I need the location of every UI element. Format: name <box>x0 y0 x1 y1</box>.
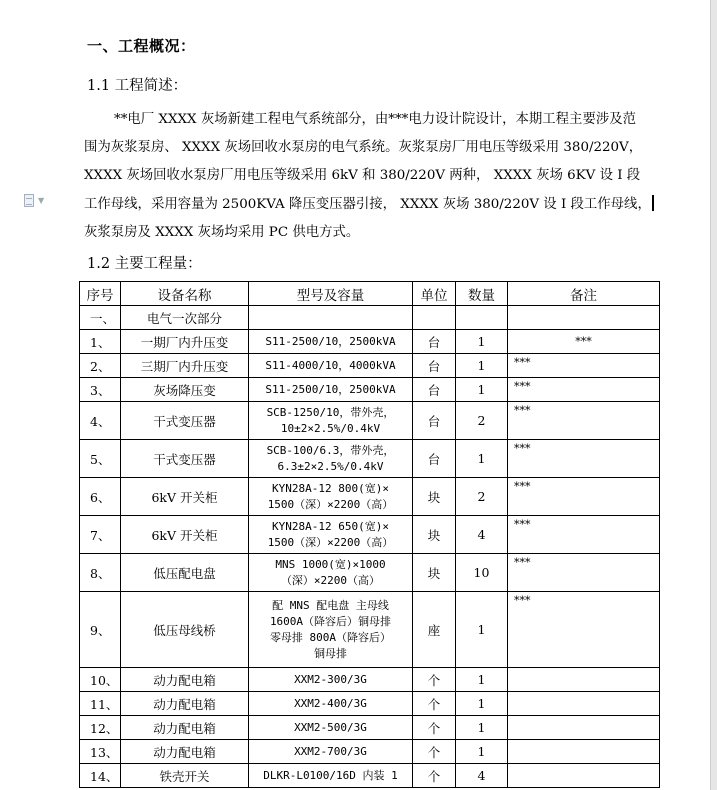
quantities-table <box>79 281 660 788</box>
cell-seq: 7、 <box>80 516 121 554</box>
table-row <box>80 554 660 592</box>
cell-model <box>249 554 413 592</box>
cell-name: 低压配电盘 <box>121 554 249 592</box>
cell-model-line: 配 MNS 配电盘 主母线 <box>272 598 389 612</box>
cell-model: DLKR-L0100/16D 内装 1 <box>249 764 413 788</box>
cell-note <box>508 668 660 692</box>
cell-seq: 10、 <box>80 668 121 692</box>
cell-note: *** <box>508 554 660 592</box>
paragraph-line-text: 工作母线，采用容量为 2500KVA 降压变压器引接， XXXX 灰场 380/220V 设 I 段工作母线， <box>84 196 651 212</box>
paragraph-line: XXXX 灰场回收水泵房厂用电压等级采用 6kV 和 380/220V 两种， XXXX 灰场 6KV 设 I 段 <box>84 168 641 184</box>
cell-note: *** <box>508 440 660 478</box>
header-seq: 序号 <box>80 282 121 306</box>
cell-model-line: （深）×2200（高） <box>280 573 381 587</box>
cell-model: S11-2500/10，2500kVA <box>249 378 413 402</box>
cell-name: 干式变压器 <box>121 440 249 478</box>
table-row <box>80 402 660 440</box>
cell-note <box>508 740 660 764</box>
table-row <box>80 478 660 516</box>
cell-model: XXM2-400/3G <box>249 692 413 716</box>
cell-unit: 台 <box>413 440 456 478</box>
cell-qty: 1 <box>456 740 508 764</box>
cell-seq: 2、 <box>80 354 121 378</box>
cell-name: 一期厂内升压变 <box>121 330 249 354</box>
cell-qty: 1 <box>456 668 508 692</box>
cell-unit: 块 <box>413 554 456 592</box>
cell-name: 动力配电箱 <box>121 692 249 716</box>
cell-model-line: 10±2×2.5%/0.4kV <box>280 421 381 435</box>
cell-name: 动力配电箱 <box>121 668 249 692</box>
cell-qty: 1 <box>456 592 508 668</box>
cell-model-line: 6.3±2×2.5%/0.4kV <box>277 459 384 473</box>
chevron-down-icon: ▼ <box>38 195 45 205</box>
header-name: 设备名称 <box>121 282 249 306</box>
cell-seq: 4、 <box>80 402 121 440</box>
paragraph-line: **电厂 XXXX 灰场新建工程电气系统部分，由***电力设计院设计，本期工程主要涉及范 <box>114 112 637 127</box>
cell-unit <box>413 306 456 330</box>
cell-name: 动力配电箱 <box>121 740 249 764</box>
cell-unit: 台 <box>413 354 456 378</box>
cell-model: XXM2-300/3G <box>249 668 413 692</box>
cell-unit: 块 <box>413 478 456 516</box>
cell-note <box>508 716 660 740</box>
cell-model <box>249 402 413 440</box>
page-edge <box>710 0 717 790</box>
table-row <box>80 764 660 788</box>
header-note: 备注 <box>508 282 660 306</box>
cell-model <box>249 478 413 516</box>
cell-note: *** <box>508 516 660 554</box>
heading-overview: 一、工程概况： <box>87 37 196 55</box>
cell-model <box>249 440 413 478</box>
cell-seq: 1、 <box>80 330 121 354</box>
project-description-paragraph <box>84 106 666 247</box>
cell-model-line: 1500（深）×2200（高） <box>267 497 394 511</box>
heading-project-description: 1.1 工程简述： <box>87 78 188 94</box>
table-row <box>80 354 660 378</box>
cell-name: 干式变压器 <box>121 402 249 440</box>
cell-name: 6kV 开关柜 <box>121 478 249 516</box>
cell-unit: 个 <box>413 692 456 716</box>
cell-unit: 个 <box>413 764 456 788</box>
cell-unit: 个 <box>413 716 456 740</box>
cell-seq: 3、 <box>80 378 121 402</box>
cell-seq: 5、 <box>80 440 121 478</box>
cell-model-line: 零母排 800A（降容后） <box>269 630 392 644</box>
cell-model-line: MNS 1000(宽)×1000 <box>275 557 386 571</box>
table-row <box>80 516 660 554</box>
header-qty: 数量 <box>456 282 508 306</box>
cell-name: 动力配电箱 <box>121 716 249 740</box>
cell-unit: 台 <box>413 402 456 440</box>
cell-note: *** <box>508 378 660 402</box>
table-row <box>80 716 660 740</box>
cell-model-line: KYN28A-12 650(宽)× <box>272 519 389 533</box>
document-icon <box>24 194 34 207</box>
header-model: 型号及容量 <box>249 282 413 306</box>
cell-seq: 12、 <box>80 716 121 740</box>
cell-name: 6kV 开关柜 <box>121 516 249 554</box>
cell-name: 低压母线桥 <box>121 592 249 668</box>
cell-model: S11-2500/10，2500kVA <box>249 330 413 354</box>
header-unit: 单位 <box>413 282 456 306</box>
text-cursor <box>652 195 654 211</box>
cell-name: 灰场降压变 <box>121 378 249 402</box>
paragraph-options[interactable] <box>24 192 54 208</box>
cell-qty: 2 <box>456 478 508 516</box>
cell-model-line: 1500（深）×2200（高） <box>267 535 394 549</box>
cell-name: 三期厂内升压变 <box>121 354 249 378</box>
cell-note <box>508 692 660 716</box>
cell-model-line: 铜母排 <box>314 646 347 660</box>
cell-qty: 1 <box>456 440 508 478</box>
cell-qty: 4 <box>456 516 508 554</box>
cell-model-line: SCB-100/6.3，带外壳， <box>266 443 395 457</box>
table-row <box>80 692 660 716</box>
cell-model: XXM2-700/3G <box>249 740 413 764</box>
table-row <box>80 330 660 354</box>
cell-model <box>249 516 413 554</box>
cell-seq: 13、 <box>80 740 121 764</box>
cell-note <box>508 306 660 330</box>
heading-main-quantities: 1.2 主要工程量： <box>87 256 202 272</box>
table-row <box>80 306 660 330</box>
cell-note: *** <box>508 478 660 516</box>
cell-note: *** <box>508 592 660 668</box>
cell-model <box>249 306 413 330</box>
cell-unit: 台 <box>413 378 456 402</box>
cell-qty: 1 <box>456 354 508 378</box>
table-header-row <box>80 282 660 306</box>
table-row <box>80 668 660 692</box>
cell-name: 电气一次部分 <box>121 306 249 330</box>
cell-seq: 14、 <box>80 764 121 788</box>
cell-unit: 个 <box>413 740 456 764</box>
cell-note: *** <box>508 354 660 378</box>
cell-qty: 4 <box>456 764 508 788</box>
cell-note: *** <box>508 330 660 354</box>
table-row <box>80 378 660 402</box>
cell-model-line: 1600A（降容后）铜母排 <box>269 614 392 628</box>
paragraph-line <box>84 191 666 219</box>
cell-seq: 一、 <box>80 306 121 330</box>
cell-seq: 6、 <box>80 478 121 516</box>
cell-model: XXM2-500/3G <box>249 716 413 740</box>
cell-unit: 个 <box>413 668 456 692</box>
cell-name: 铁壳开关 <box>121 764 249 788</box>
cell-qty: 1 <box>456 716 508 740</box>
table-row <box>80 592 660 668</box>
cell-unit: 座 <box>413 592 456 668</box>
cell-seq: 11、 <box>80 692 121 716</box>
cell-note: *** <box>508 402 660 440</box>
cell-unit: 台 <box>413 330 456 354</box>
cell-unit: 块 <box>413 516 456 554</box>
paragraph-line: 围为灰浆泵房、 XXXX 灰场回收水泵房的电气系统。灰浆泵房厂用电压等级采用 380/220V， <box>84 140 643 156</box>
cell-qty: 10 <box>456 554 508 592</box>
cell-qty: 1 <box>456 692 508 716</box>
table-row <box>80 740 660 764</box>
cell-qty <box>456 306 508 330</box>
paragraph-line: 灰浆泵房及 XXXX 灰场均采用 PC 供电方式。 <box>84 224 360 240</box>
cell-model: S11-4000/10，4000kVA <box>249 354 413 378</box>
cell-qty: 1 <box>456 378 508 402</box>
cell-note <box>508 764 660 788</box>
cell-seq: 9、 <box>80 592 121 668</box>
cell-qty: 2 <box>456 402 508 440</box>
cell-model-line: SCB-1250/10，带外壳， <box>266 405 395 419</box>
cell-qty: 1 <box>456 330 508 354</box>
cell-model-line: KYN28A-12 800(宽)× <box>272 481 389 495</box>
table-row <box>80 440 660 478</box>
cell-model <box>249 592 413 668</box>
cell-seq: 8、 <box>80 554 121 592</box>
